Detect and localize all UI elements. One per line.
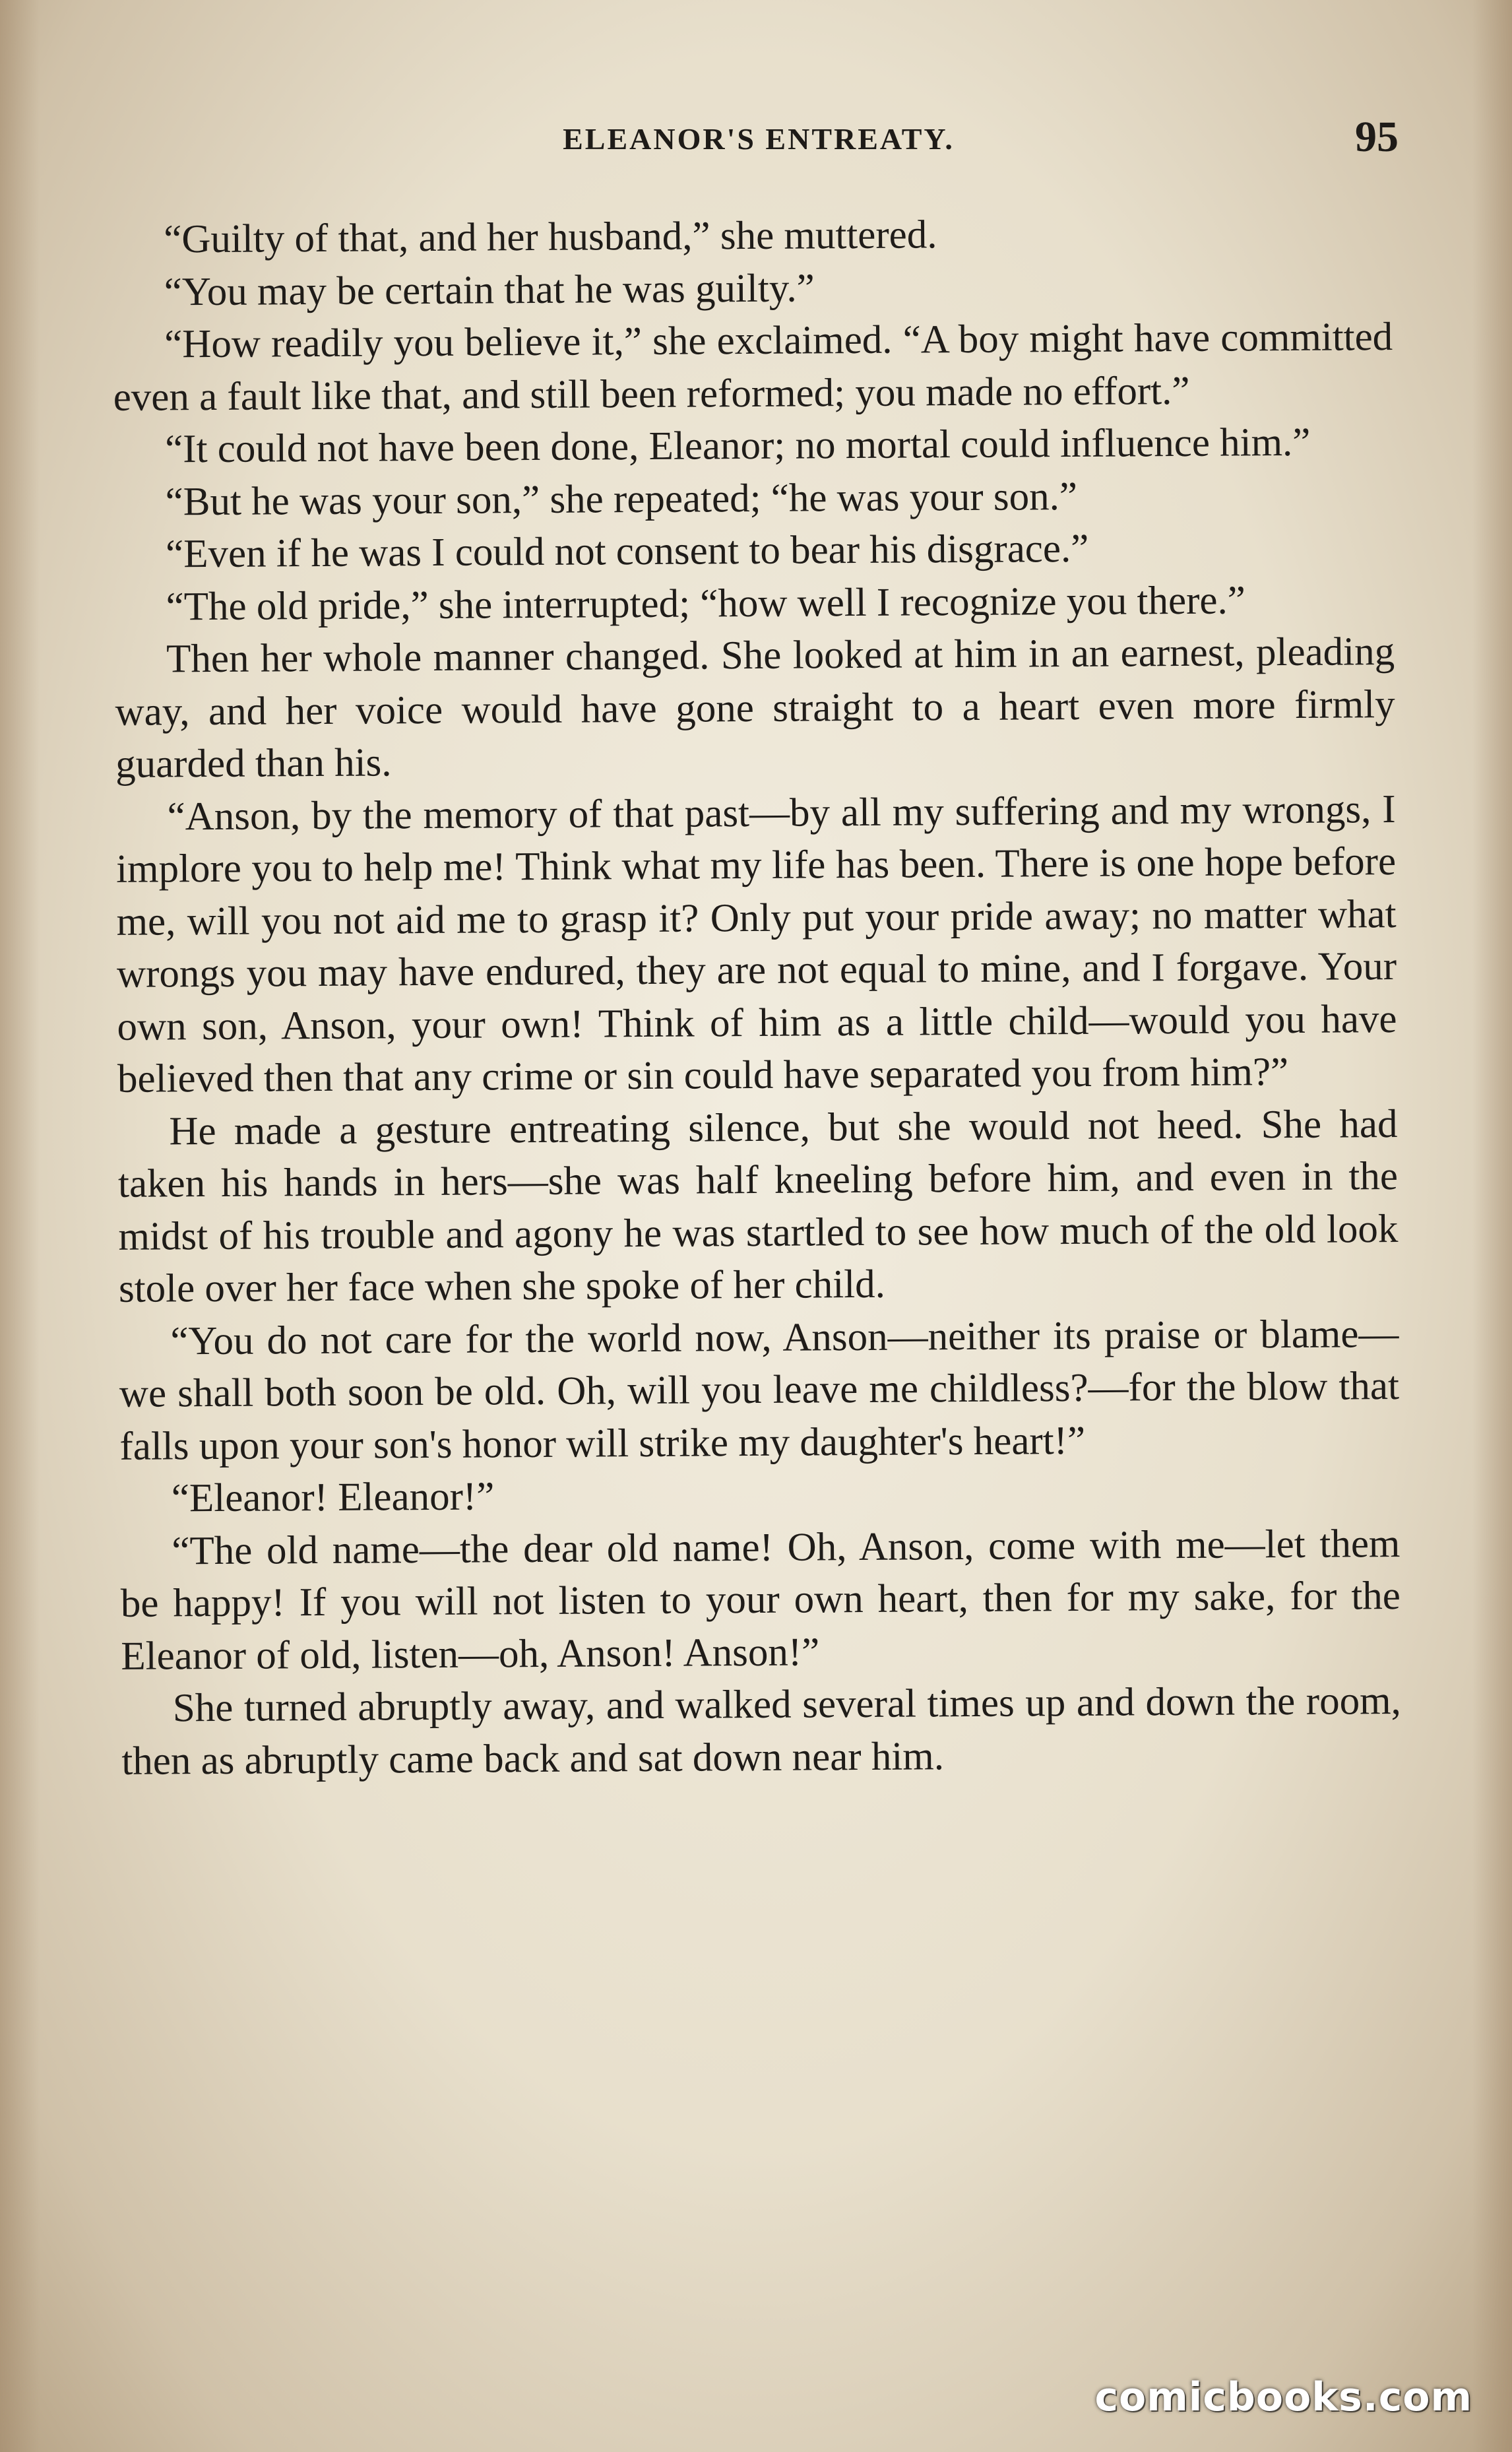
paragraph: “Guilty of that, and her husband,” she muttered. — [164, 212, 937, 262]
paragraph: “You may be certain that he was guilty.” — [164, 265, 815, 314]
paragraph: “How readily you believe it,” she exclaimed. “A boy might have committed even a fault like that, and still been reformed; you made no effort.” — [113, 315, 1393, 420]
page-number: 95 — [1355, 113, 1399, 161]
page-edge-shadow-left — [0, 0, 40, 2452]
paragraph: He made a gesture entreating silence, but she would not heed. She had taken his hands in hers—she was half kneeling before him, and even in the midst of his trouble and agony he was startled to see how much of the old look stole over her face when she spoke of her child. — [117, 1101, 1399, 1311]
paragraph: “The old name—the dear old name! Oh, Anson, come with me—let them be happy! If you will not listen to your own heart, then for my sake, for the Eleanor of old, listen—oh, Anson! Anson!” — [120, 1521, 1401, 1679]
page-edge-shadow-right — [1472, 0, 1512, 2452]
paragraph: She turned abruptly away, and walked several times up and down the room, then as abruptly came back and sat down near him. — [121, 1679, 1402, 1784]
paragraph: “Even if he was I could not consent to bear his disgrace.” — [165, 526, 1089, 577]
paragraph: Then her whole manner changed. She looked at him in an earnest, pleading way, and her voice would have gone straight to a heart even more firmly guarded than his. — [115, 629, 1395, 787]
paragraph: “But he was your son,” she repeated; “he was your son.” — [165, 474, 1078, 524]
paragraph: “Eleanor! Eleanor!” — [171, 1474, 495, 1521]
body-text — [112, 206, 1402, 1788]
page-header — [119, 113, 1399, 170]
paragraph: “It could not have been done, Eleanor; no mortal could influence him.” — [164, 420, 1311, 472]
watermark-logo: comicbooks.com — [1094, 2374, 1472, 2420]
paragraph: “The old pride,” she interrupted; “how well I recognize you there.” — [166, 577, 1246, 629]
paragraph: “Anson, by the memory of that past—by all my suffering and my wrongs, I implore you to help me! Think what my life has been. There is one hope before me, will you not aid me to grasp it? Only put your pride away; no matter what wrongs you may have endured, they are not equal to mine, and I forgave. Your own son, Anson, your own! Think of him as a little child—would you have believed then that any crime or sin could have separated you from him?” — [115, 787, 1397, 1101]
running-title: ELEANOR'S ENTREATY. — [563, 122, 955, 156]
paragraph: “You do not care for the world now, Anson—neither its praise or blame—we shall both soon be old. Oh, will you leave me childless?—for the blow that falls upon your son's honor will strike my daughter's heart!” — [119, 1311, 1400, 1469]
